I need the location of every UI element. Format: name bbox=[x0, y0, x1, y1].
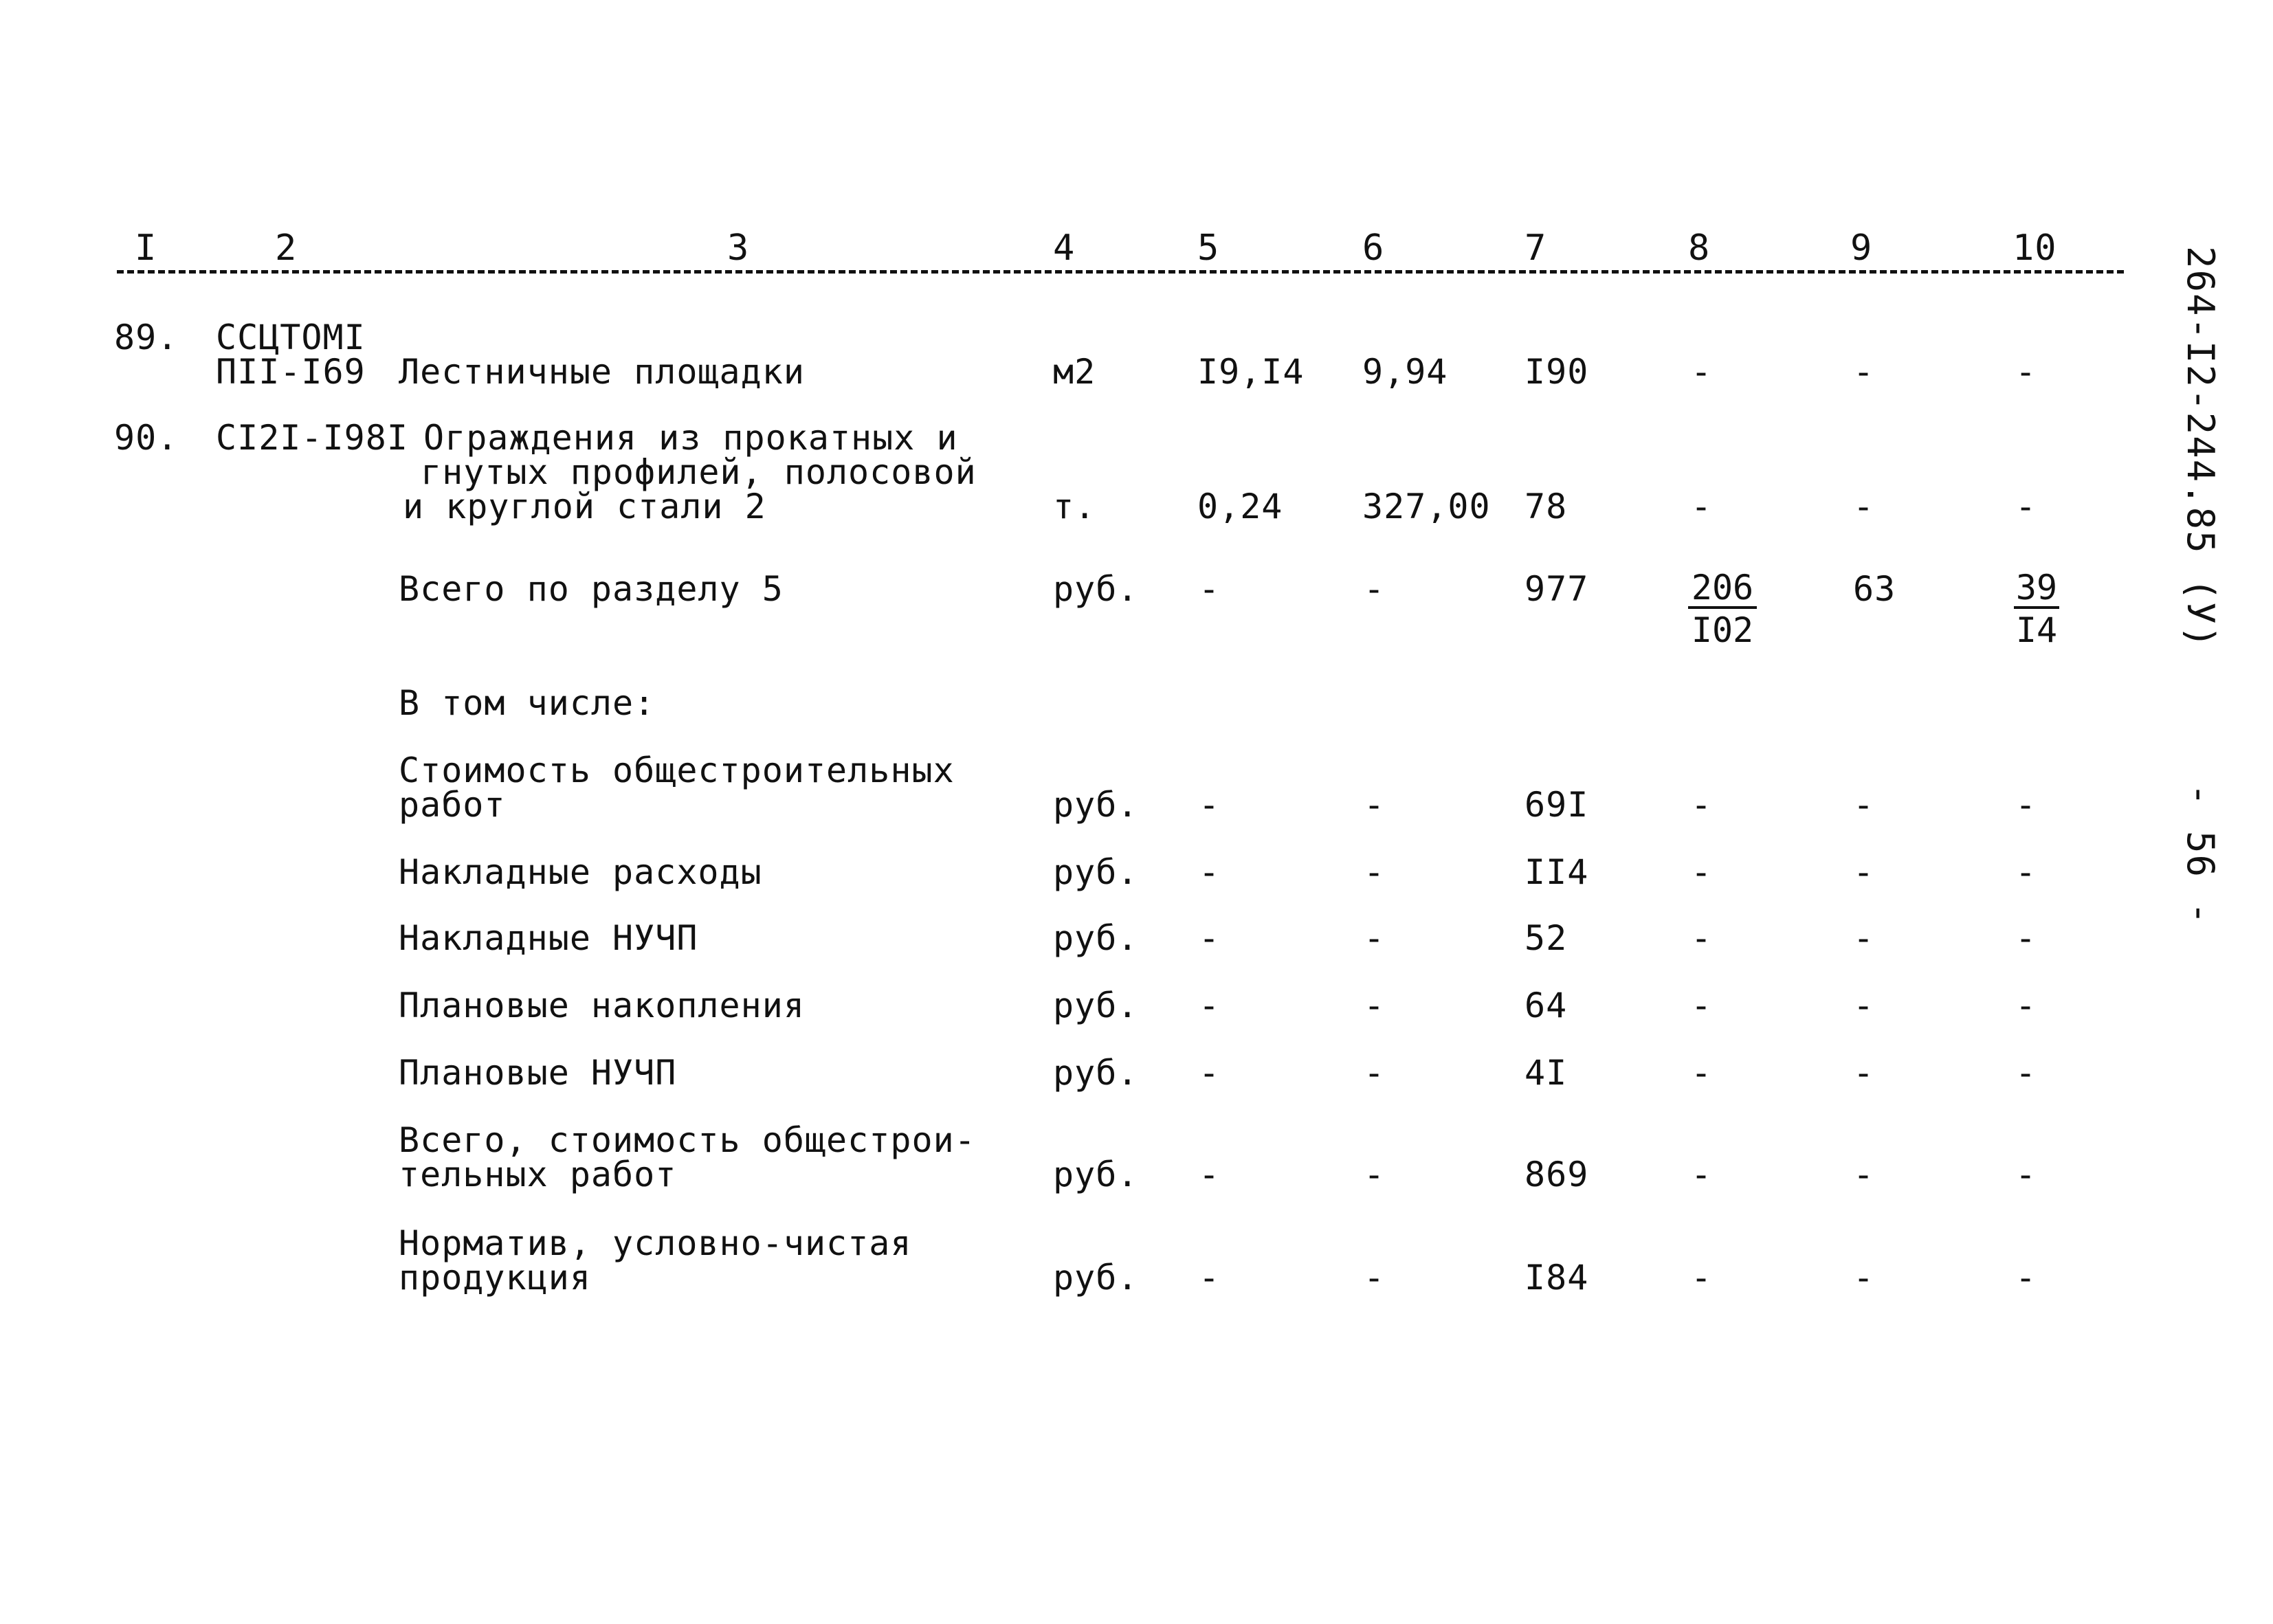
general-works-col7: 69I bbox=[1524, 785, 1589, 825]
section-total-col7: 977 bbox=[1524, 569, 1589, 609]
row-90-col8: - bbox=[1691, 487, 1713, 526]
col-header-8: 8 bbox=[1688, 227, 1711, 269]
row-90-name-line-2: гнутых профилей, полосовой bbox=[421, 452, 977, 492]
row-90-col6: 327,00 bbox=[1362, 487, 1491, 526]
planned-savings-col10: - bbox=[2015, 986, 2037, 1025]
planned-savings-col6: - bbox=[1364, 986, 1386, 1025]
total-general-works-unit: руб. bbox=[1053, 1155, 1139, 1194]
section-total-col8-fraction bbox=[1688, 568, 1757, 650]
row-89-unit: м2 bbox=[1053, 352, 1096, 392]
general-works-col10: - bbox=[2015, 785, 2037, 825]
planned-savings-name: Плановые накопления bbox=[399, 986, 805, 1025]
row-89-col10: - bbox=[2015, 352, 2037, 392]
planned-savings-col7: 64 bbox=[1524, 986, 1568, 1025]
planned-savings-col9: - bbox=[1853, 986, 1875, 1025]
page-number-vertical: - 56 - bbox=[2179, 783, 2222, 926]
row-89-col9: - bbox=[1853, 352, 1875, 392]
norm-col6: - bbox=[1364, 1258, 1386, 1298]
planned-savings-unit: руб. bbox=[1053, 986, 1139, 1025]
row-89-col5: I9,I4 bbox=[1197, 352, 1305, 392]
general-works-col6: - bbox=[1364, 785, 1386, 825]
row-89-code-1: ССЦТОМI bbox=[216, 318, 366, 357]
col-header-3: 3 bbox=[727, 227, 750, 269]
section-total-unit: руб. bbox=[1053, 569, 1139, 609]
overhead-nuchp-unit: руб. bbox=[1053, 918, 1139, 958]
section-total-col8-numerator: 206 bbox=[1688, 570, 1757, 609]
overhead-nuchp-col10: - bbox=[2015, 918, 2037, 958]
planned-nuchp-col8: - bbox=[1691, 1053, 1713, 1093]
total-general-works-col9: - bbox=[1853, 1155, 1875, 1194]
overhead-nuchp-col6: - bbox=[1364, 918, 1386, 958]
overhead-nuchp-col8: - bbox=[1691, 918, 1713, 958]
header-rule bbox=[117, 270, 2124, 274]
overhead-unit: руб. bbox=[1053, 852, 1139, 892]
total-general-works-col5: - bbox=[1199, 1155, 1221, 1194]
row-90-unit: т. bbox=[1053, 487, 1096, 526]
general-works-unit: руб. bbox=[1053, 785, 1139, 825]
row-90-name-line-3: и круглой стали 2 bbox=[403, 487, 766, 526]
planned-nuchp-col7: 4I bbox=[1524, 1053, 1568, 1093]
general-works-col9: - bbox=[1853, 785, 1875, 825]
overhead-col8: - bbox=[1691, 852, 1713, 892]
section-total-col9: 63 bbox=[1853, 569, 1896, 609]
row-90-code: CI2I-I98I bbox=[216, 418, 408, 458]
overhead-name: Накладные расходы bbox=[399, 852, 762, 892]
general-works-name-line-1: Стоимость общестроительных bbox=[399, 750, 955, 790]
row-89-name: Лестничные площадки bbox=[399, 352, 805, 392]
planned-nuchp-name: Плановые НУЧП bbox=[399, 1053, 677, 1093]
row-90-col5: 0,24 bbox=[1197, 487, 1283, 526]
planned-nuchp-col10: - bbox=[2015, 1053, 2037, 1093]
overhead-nuchp-col9: - bbox=[1853, 918, 1875, 958]
row-89-col7: I90 bbox=[1524, 352, 1589, 392]
section-total-name: Всего по разделу 5 bbox=[399, 569, 784, 609]
row-89-number: 89. bbox=[114, 318, 179, 357]
doc-code-vertical: 264-I2-244.85 (У) bbox=[2179, 246, 2222, 649]
overhead-nuchp-col7: 52 bbox=[1524, 918, 1568, 958]
row-90-number: 90. bbox=[114, 418, 179, 458]
overhead-col10: - bbox=[2015, 852, 2037, 892]
total-general-works-col6: - bbox=[1364, 1155, 1386, 1194]
total-general-works-name-line-1: Всего, стоимость общестрои- bbox=[399, 1120, 976, 1160]
overhead-nuchp-name: Накладные НУЧП bbox=[399, 918, 698, 958]
overhead-col7: II4 bbox=[1524, 852, 1589, 892]
col-header-2: 2 bbox=[275, 227, 298, 269]
planned-nuchp-col5: - bbox=[1199, 1053, 1221, 1093]
row-90-col7: 78 bbox=[1524, 487, 1568, 526]
norm-name-line-2: продукция bbox=[399, 1258, 591, 1298]
overhead-col9: - bbox=[1853, 852, 1875, 892]
norm-name-line-1: Норматив, условно-чистая bbox=[399, 1223, 912, 1263]
overhead-col6: - bbox=[1364, 852, 1386, 892]
section-total-col10-denominator: I4 bbox=[2015, 610, 2058, 650]
col-header-1: I bbox=[135, 227, 157, 269]
general-works-col8: - bbox=[1691, 785, 1713, 825]
section-total-col10-numerator: 39 bbox=[2014, 570, 2059, 609]
section-total-col5: - bbox=[1199, 569, 1221, 609]
row-90-name-line-1: Ограждения из прокатных и bbox=[423, 418, 958, 458]
section-total-col6: - bbox=[1364, 569, 1386, 609]
planned-nuchp-col9: - bbox=[1853, 1053, 1875, 1093]
planned-nuchp-col6: - bbox=[1364, 1053, 1386, 1093]
planned-nuchp-unit: руб. bbox=[1053, 1053, 1139, 1093]
section-total-col10-fraction bbox=[2014, 568, 2059, 650]
norm-unit: руб. bbox=[1053, 1258, 1139, 1298]
total-general-works-col10: - bbox=[2015, 1155, 2037, 1194]
norm-col8: - bbox=[1691, 1258, 1713, 1298]
norm-col9: - bbox=[1853, 1258, 1875, 1298]
col-header-7: 7 bbox=[1524, 227, 1547, 269]
col-header-9: 9 bbox=[1850, 227, 1873, 269]
total-general-works-col7: 869 bbox=[1524, 1155, 1589, 1194]
row-90-col9: - bbox=[1853, 487, 1875, 526]
row-89-code-2: ПII-I69 bbox=[216, 352, 366, 392]
overhead-nuchp-col5: - bbox=[1199, 918, 1221, 958]
general-works-col5: - bbox=[1199, 785, 1221, 825]
norm-col10: - bbox=[2015, 1258, 2037, 1298]
general-works-name-line-2: работ bbox=[399, 785, 506, 825]
total-general-works-col8: - bbox=[1691, 1155, 1713, 1194]
overhead-col5: - bbox=[1199, 852, 1221, 892]
col-header-10: 10 bbox=[2013, 227, 2057, 269]
section-total-col8-denominator: I02 bbox=[1691, 610, 1754, 650]
row-89-col8: - bbox=[1691, 352, 1713, 392]
including-heading: В том числе: bbox=[399, 683, 656, 723]
col-header-6: 6 bbox=[1362, 227, 1385, 269]
col-header-4: 4 bbox=[1053, 227, 1076, 269]
norm-col7: I84 bbox=[1524, 1258, 1589, 1298]
row-89-col6: 9,94 bbox=[1362, 352, 1448, 392]
planned-savings-col8: - bbox=[1691, 986, 1713, 1025]
col-header-5: 5 bbox=[1197, 227, 1220, 269]
planned-savings-col5: - bbox=[1199, 986, 1221, 1025]
total-general-works-name-line-2: тельных работ bbox=[399, 1155, 677, 1194]
norm-col5: - bbox=[1199, 1258, 1221, 1298]
row-90-col10: - bbox=[2015, 487, 2037, 526]
